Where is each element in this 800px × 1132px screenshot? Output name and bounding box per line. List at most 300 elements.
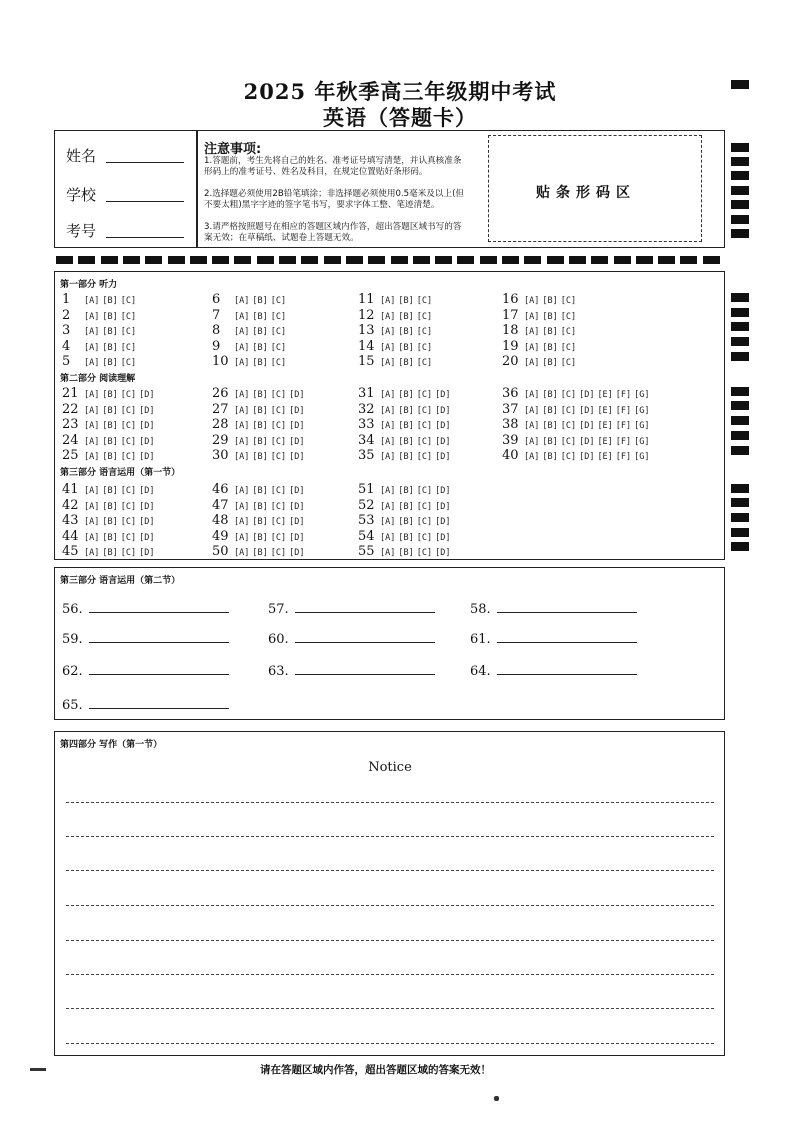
answer-bubble[interactable]: [A] xyxy=(84,327,100,337)
answer-bubble[interactable]: [B] xyxy=(252,452,268,462)
answer-bubble[interactable]: [A] xyxy=(524,390,540,400)
answer-bubble[interactable]: [A] xyxy=(84,452,100,462)
answer-bubble[interactable]: [D] xyxy=(139,390,155,400)
name-label: 姓名 xyxy=(66,147,97,165)
answer-bubble[interactable]: [C] xyxy=(270,548,287,558)
exam-no-field[interactable] xyxy=(106,236,184,238)
answer-bubble[interactable]: [B] xyxy=(252,533,268,543)
answer-bubble[interactable]: [B] xyxy=(102,486,118,496)
timing-mark xyxy=(56,256,73,264)
timing-mark xyxy=(731,513,749,522)
answer-bubble[interactable]: [B] xyxy=(252,548,268,558)
answer-bubble[interactable]: [A] xyxy=(380,502,396,512)
fill-blank-line[interactable] xyxy=(89,662,229,675)
answer-bubble[interactable]: [B] xyxy=(398,312,414,322)
answer-bubble[interactable]: [B] xyxy=(398,517,414,527)
answer-bubble[interactable]: [B] xyxy=(102,502,118,512)
question-1 xyxy=(62,288,139,307)
answer-bubble[interactable]: [C] xyxy=(120,312,137,322)
answer-bubble[interactable]: [A] xyxy=(84,486,100,496)
answer-bubble[interactable]: [D] xyxy=(289,486,305,496)
answer-bubble[interactable]: [B] xyxy=(542,421,558,431)
answer-bubble[interactable]: [D] xyxy=(289,437,305,447)
answer-bubble[interactable]: [B] xyxy=(398,390,414,400)
question-48 xyxy=(212,509,307,528)
answer-bubble[interactable]: [D] xyxy=(289,548,305,558)
answer-bubble[interactable]: [D] xyxy=(435,548,451,558)
answer-bubble[interactable]: [A] xyxy=(234,406,250,416)
writing-line[interactable] xyxy=(66,1043,714,1044)
answer-bubble[interactable]: [C] xyxy=(270,343,287,353)
answer-bubble[interactable]: [C] xyxy=(270,437,287,447)
fill-blank-line[interactable] xyxy=(497,600,637,613)
question-number: 46 xyxy=(212,482,229,497)
answer-bubble[interactable]: [D] xyxy=(435,421,451,431)
answer-bubble[interactable]: [A] xyxy=(380,452,396,462)
question-2 xyxy=(62,304,139,323)
answer-bubble[interactable]: [F] xyxy=(615,437,632,447)
answer-bubble[interactable]: [B] xyxy=(252,296,268,306)
answer-bubble[interactable]: [E] xyxy=(597,390,613,400)
answer-bubble[interactable]: [A] xyxy=(380,421,396,431)
answer-bubble[interactable]: [B] xyxy=(398,406,414,416)
answer-bubble[interactable]: [A] xyxy=(84,358,100,368)
question-7 xyxy=(212,304,289,323)
answer-bubble[interactable]: [B] xyxy=(102,533,118,543)
answer-bubble[interactable]: [D] xyxy=(579,390,595,400)
answer-bubble[interactable]: [B] xyxy=(252,343,268,353)
answer-bubble[interactable]: [C] xyxy=(120,406,137,416)
fill-blank-line[interactable] xyxy=(295,600,435,613)
answer-bubble[interactable]: [G] xyxy=(634,421,650,431)
answer-bubble[interactable]: [A] xyxy=(234,517,250,527)
answer-bubble[interactable]: [C] xyxy=(416,358,433,368)
answer-bubble[interactable]: [A] xyxy=(234,548,250,558)
fill-blank-line[interactable] xyxy=(497,630,637,643)
answer-bubble[interactable]: [A] xyxy=(84,296,100,306)
answer-bubble[interactable]: [C] xyxy=(270,406,287,416)
fill-blank-number: 60. xyxy=(268,632,289,647)
question-15 xyxy=(358,350,435,369)
answer-bubble[interactable]: [A] xyxy=(234,343,250,353)
answer-bubble[interactable]: [D] xyxy=(289,502,305,512)
answer-bubble[interactable]: [G] xyxy=(634,437,650,447)
answer-bubble[interactable]: [D] xyxy=(579,437,595,447)
answer-bubble[interactable]: [D] xyxy=(289,533,305,543)
answer-bubble[interactable]: [C] xyxy=(120,452,137,462)
answer-bubble[interactable]: [B] xyxy=(398,327,414,337)
answer-bubble[interactable]: [B] xyxy=(542,390,558,400)
question-54 xyxy=(358,525,453,544)
answer-bubble[interactable]: [B] xyxy=(252,421,268,431)
timing-mark xyxy=(731,352,749,361)
question-number: 10 xyxy=(212,354,229,369)
answer-bubble[interactable]: [B] xyxy=(102,437,118,447)
answer-bubble[interactable]: [A] xyxy=(380,437,396,447)
answer-bubble[interactable]: [A] xyxy=(524,437,540,447)
question-number: 43 xyxy=(62,513,79,528)
answer-bubble[interactable]: [D] xyxy=(579,452,595,462)
question-number: 28 xyxy=(212,417,229,432)
answer-bubble[interactable]: [B] xyxy=(252,486,268,496)
question-17 xyxy=(502,304,579,323)
answer-bubble[interactable]: [A] xyxy=(234,437,250,447)
answer-bubble[interactable]: [E] xyxy=(597,437,613,447)
question-number: 29 xyxy=(212,433,229,448)
answer-bubble[interactable]: [D] xyxy=(435,437,451,447)
writing-line[interactable] xyxy=(66,836,714,837)
answer-bubble[interactable]: [B] xyxy=(542,312,558,322)
answer-bubble[interactable]: [A] xyxy=(524,343,540,353)
answer-bubble[interactable]: [C] xyxy=(416,533,433,543)
answer-bubble[interactable]: [C] xyxy=(270,421,287,431)
answer-bubble[interactable]: [C] xyxy=(120,486,137,496)
answer-bubble[interactable]: [B] xyxy=(252,502,268,512)
answer-bubble[interactable]: [B] xyxy=(398,533,414,543)
answer-bubble[interactable]: [C] xyxy=(416,517,433,527)
timing-mark xyxy=(680,256,697,264)
answer-bubble[interactable]: [C] xyxy=(560,421,577,431)
answer-bubble[interactable]: [C] xyxy=(120,548,137,558)
answer-bubble[interactable]: [A] xyxy=(234,421,250,431)
timing-mark xyxy=(731,416,749,425)
fill-blank-line[interactable] xyxy=(295,630,435,643)
answer-bubble[interactable]: [C] xyxy=(560,437,577,447)
answer-bubble[interactable]: [D] xyxy=(435,517,451,527)
answer-bubble[interactable]: [B] xyxy=(102,452,118,462)
answer-bubble[interactable]: [C] xyxy=(560,406,577,416)
answer-bubble[interactable]: [B] xyxy=(398,296,414,306)
answer-bubble[interactable]: [C] xyxy=(416,296,433,306)
notice-title: 注意事项: xyxy=(204,142,262,157)
answer-bubble[interactable]: [E] xyxy=(597,452,613,462)
timing-mark xyxy=(731,215,749,224)
answer-bubble[interactable]: [C] xyxy=(270,517,287,527)
footer-note: 请在答题区域内作答，超出答题区域的答案无效！ xyxy=(260,1064,491,1076)
answer-bubble[interactable]: [C] xyxy=(416,437,433,447)
answer-bubble[interactable]: [A] xyxy=(84,343,100,353)
answer-bubble[interactable]: [B] xyxy=(102,327,118,337)
answer-bubble[interactable]: [B] xyxy=(542,406,558,416)
answer-bubble[interactable]: [A] xyxy=(380,533,396,543)
question-34 xyxy=(358,429,453,448)
answer-bubble[interactable]: [A] xyxy=(380,548,396,558)
answer-bubble[interactable]: [C] xyxy=(120,502,137,512)
answer-bubble[interactable]: [A] xyxy=(380,406,396,416)
answer-bubble[interactable]: [A] xyxy=(524,452,540,462)
answer-bubble[interactable]: [C] xyxy=(416,421,433,431)
answer-bubble[interactable]: [D] xyxy=(289,390,305,400)
answer-bubble[interactable]: [C] xyxy=(270,533,287,543)
fill-blank-line[interactable] xyxy=(497,662,637,675)
answer-bubble[interactable]: [B] xyxy=(398,452,414,462)
answer-bubble[interactable]: [A] xyxy=(84,548,100,558)
answer-bubble[interactable]: [C] xyxy=(416,343,433,353)
answer-bubble[interactable]: [C] xyxy=(560,343,577,353)
writing-line[interactable] xyxy=(66,1008,714,1009)
answer-bubble[interactable]: [D] xyxy=(579,406,595,416)
answer-bubble[interactable]: [B] xyxy=(398,343,414,353)
answer-bubble[interactable]: [D] xyxy=(139,533,155,543)
fill-blank-line[interactable] xyxy=(89,630,229,643)
answer-bubble[interactable]: [G] xyxy=(634,406,650,416)
answer-bubble[interactable]: [B] xyxy=(542,437,558,447)
answer-bubble[interactable]: [B] xyxy=(398,421,414,431)
answer-bubble[interactable]: [D] xyxy=(139,548,155,558)
answer-bubble[interactable]: [D] xyxy=(435,502,451,512)
answer-bubble[interactable]: [C] xyxy=(560,312,577,322)
answer-bubble[interactable]: [C] xyxy=(120,437,137,447)
timing-mark xyxy=(731,186,749,195)
fill-blank-line[interactable] xyxy=(89,696,229,709)
answer-bubble[interactable]: [A] xyxy=(380,343,396,353)
answer-bubble[interactable]: [C] xyxy=(560,327,577,337)
answer-bubble[interactable]: [A] xyxy=(524,312,540,322)
answer-bubble[interactable]: [C] xyxy=(416,486,433,496)
answer-bubble[interactable]: [A] xyxy=(234,327,250,337)
question-25 xyxy=(62,444,157,463)
answer-bubble[interactable]: [C] xyxy=(416,312,433,322)
fill-blank-line[interactable] xyxy=(89,600,229,613)
answer-bubble[interactable]: [F] xyxy=(615,406,632,416)
answer-bubble[interactable]: [C] xyxy=(120,390,137,400)
answer-bubble[interactable]: [G] xyxy=(634,390,650,400)
answer-bubble[interactable]: [C] xyxy=(270,358,287,368)
answer-bubble[interactable]: [A] xyxy=(524,406,540,416)
answer-bubble[interactable]: [A] xyxy=(84,390,100,400)
question-27 xyxy=(212,398,307,417)
answer-bubble[interactable]: [D] xyxy=(435,486,451,496)
answer-bubble[interactable]: [C] xyxy=(270,452,287,462)
answer-bubble[interactable]: [B] xyxy=(102,390,118,400)
answer-bubble[interactable]: [B] xyxy=(398,486,414,496)
answer-bubble[interactable]: [D] xyxy=(139,486,155,496)
question-9 xyxy=(212,335,289,354)
answer-bubble[interactable]: [C] xyxy=(560,452,577,462)
answer-bubble[interactable]: [A] xyxy=(524,296,540,306)
answer-bubble[interactable]: [D] xyxy=(435,390,451,400)
answer-bubble[interactable]: [A] xyxy=(380,327,396,337)
timing-mark xyxy=(101,256,118,264)
answer-bubble[interactable]: [C] xyxy=(560,296,577,306)
answer-bubble[interactable]: [A] xyxy=(234,502,250,512)
answer-bubble[interactable]: [C] xyxy=(120,358,137,368)
answer-bubble[interactable]: [D] xyxy=(139,406,155,416)
answer-bubble[interactable]: [A] xyxy=(234,312,250,322)
answer-bubble[interactable]: [C] xyxy=(416,548,433,558)
timing-mark xyxy=(731,337,749,346)
answer-bubble[interactable]: [B] xyxy=(252,437,268,447)
answer-bubble[interactable]: [A] xyxy=(524,421,540,431)
answer-bubble[interactable]: [C] xyxy=(270,312,287,322)
answer-bubble[interactable]: [C] xyxy=(560,390,577,400)
answer-bubble[interactable]: [D] xyxy=(289,421,305,431)
question-number: 24 xyxy=(62,433,79,448)
fill-blank-59 xyxy=(62,630,229,647)
answer-bubble[interactable]: [A] xyxy=(234,452,250,462)
question-number: 6 xyxy=(212,292,221,307)
answer-bubble[interactable]: [C] xyxy=(416,452,433,462)
answer-bubble[interactable]: [G] xyxy=(634,452,650,462)
answer-bubble[interactable]: [B] xyxy=(102,406,118,416)
answer-bubble[interactable]: [B] xyxy=(102,312,118,322)
answer-bubble[interactable]: [C] xyxy=(416,390,433,400)
answer-bubble[interactable]: [C] xyxy=(416,502,433,512)
question-38 xyxy=(502,413,653,432)
writing-line[interactable] xyxy=(66,905,714,906)
answer-bubble[interactable]: [C] xyxy=(120,327,137,337)
question-22 xyxy=(62,398,157,417)
answer-bubble[interactable]: [A] xyxy=(234,486,250,496)
answer-bubble[interactable]: [E] xyxy=(597,406,613,416)
answer-bubble[interactable]: [C] xyxy=(560,358,577,368)
answer-bubble[interactable]: [B] xyxy=(398,548,414,558)
answer-bubble[interactable]: [C] xyxy=(416,327,433,337)
timing-mark xyxy=(368,256,385,264)
answer-bubble[interactable]: [C] xyxy=(120,296,137,306)
answer-bubble[interactable]: [A] xyxy=(84,312,100,322)
answer-bubble[interactable]: [A] xyxy=(234,296,250,306)
answer-bubble[interactable]: [D] xyxy=(139,517,155,527)
fill-blank-line[interactable] xyxy=(295,662,435,675)
timing-mark xyxy=(480,256,497,264)
notice-item-3: 3.请严格按照题号在相应的答题区域内作答，超出答题区域书写的答案无效；在草稿纸、试题卷上答题无效。 xyxy=(204,222,462,243)
answer-bubble[interactable]: [B] xyxy=(252,358,268,368)
answer-bubble[interactable]: [B] xyxy=(542,296,558,306)
answer-bubble[interactable]: [B] xyxy=(252,406,268,416)
answer-bubble[interactable]: [B] xyxy=(102,358,118,368)
fill-blank-61 xyxy=(470,630,637,647)
answer-bubble[interactable]: [A] xyxy=(524,358,540,368)
answer-bubble[interactable]: [A] xyxy=(380,296,396,306)
answer-bubble[interactable]: [C] xyxy=(120,343,137,353)
answer-bubble[interactable]: [C] xyxy=(120,421,137,431)
question-35 xyxy=(358,444,453,463)
answer-bubble[interactable]: [B] xyxy=(398,437,414,447)
answer-bubble[interactable]: [A] xyxy=(234,358,250,368)
question-number: 54 xyxy=(358,529,375,544)
question-number: 35 xyxy=(358,448,375,463)
scan-speck xyxy=(30,1068,46,1071)
answer-bubble[interactable]: [B] xyxy=(542,343,558,353)
answer-bubble[interactable]: [A] xyxy=(380,312,396,322)
answer-bubble[interactable]: [B] xyxy=(102,296,118,306)
answer-bubble[interactable]: [C] xyxy=(270,390,287,400)
answer-bubble[interactable]: [B] xyxy=(252,390,268,400)
answer-bubble[interactable]: [A] xyxy=(380,390,396,400)
question-number: 4 xyxy=(62,339,71,354)
writing-line[interactable] xyxy=(66,870,714,871)
answer-bubble[interactable]: [A] xyxy=(380,358,396,368)
answer-bubble[interactable]: [B] xyxy=(252,517,268,527)
answer-bubble[interactable]: [B] xyxy=(102,343,118,353)
answer-bubble[interactable]: [D] xyxy=(289,406,305,416)
answer-bubble[interactable]: [E] xyxy=(597,421,613,431)
timing-mark xyxy=(324,256,341,264)
answer-bubble[interactable]: [C] xyxy=(270,296,287,306)
answer-bubble[interactable]: [C] xyxy=(120,517,137,527)
answer-bubble[interactable]: [A] xyxy=(524,327,540,337)
question-37 xyxy=(502,398,653,417)
answer-bubble[interactable]: [D] xyxy=(435,533,451,543)
answer-bubble[interactable]: [B] xyxy=(252,327,268,337)
answer-bubble[interactable]: [B] xyxy=(398,502,414,512)
answer-bubble[interactable]: [A] xyxy=(234,533,250,543)
scan-speck xyxy=(494,1096,499,1101)
answer-bubble[interactable]: [C] xyxy=(416,406,433,416)
answer-bubble[interactable]: [C] xyxy=(120,533,137,543)
answer-bubble[interactable]: [B] xyxy=(542,327,558,337)
answer-bubble[interactable]: [B] xyxy=(102,517,118,527)
answer-bubble[interactable]: [D] xyxy=(139,437,155,447)
timing-mark xyxy=(731,498,749,507)
fill-blank-number: 63. xyxy=(268,664,289,679)
answer-bubble[interactable]: [C] xyxy=(270,486,287,496)
school-field[interactable] xyxy=(106,200,184,202)
question-number: 36 xyxy=(502,386,519,401)
answer-bubble[interactable]: [A] xyxy=(380,486,396,496)
answer-bubble[interactable]: [C] xyxy=(270,502,287,512)
timing-mark xyxy=(731,308,749,317)
answer-bubble[interactable]: [D] xyxy=(139,452,155,462)
timing-mark xyxy=(346,256,363,264)
answer-bubble[interactable]: [A] xyxy=(84,421,100,431)
answer-bubble[interactable]: [C] xyxy=(270,327,287,337)
notice-item-1: 1.答题前，考生先将自己的姓名、准考证号填写清楚，并认真核准条形码上的准考证号、姓名及科目，在规定位置贴好条形码。 xyxy=(204,156,462,177)
answer-bubble[interactable]: [A] xyxy=(84,437,100,447)
answer-bubble[interactable]: [F] xyxy=(615,390,632,400)
fill-blank-60 xyxy=(268,630,435,647)
answer-bubble[interactable]: [A] xyxy=(84,517,100,527)
answer-bubble[interactable]: [D] xyxy=(435,452,451,462)
answer-bubble[interactable]: [D] xyxy=(139,421,155,431)
answer-bubble[interactable]: [A] xyxy=(234,390,250,400)
answer-bubble[interactable]: [D] xyxy=(139,502,155,512)
timing-mark xyxy=(413,256,430,264)
question-number: 19 xyxy=(502,339,519,354)
answer-bubble[interactable]: [F] xyxy=(615,452,632,462)
fill-blank-56 xyxy=(62,600,229,617)
answer-bubble[interactable]: [B] xyxy=(102,548,118,558)
answer-bubble[interactable]: [D] xyxy=(289,452,305,462)
answer-bubble[interactable]: [A] xyxy=(84,533,100,543)
answer-bubble[interactable]: [B] xyxy=(102,421,118,431)
answer-bubble[interactable]: [B] xyxy=(398,358,414,368)
question-number: 44 xyxy=(62,529,79,544)
answer-bubble[interactable]: [F] xyxy=(615,421,632,431)
timing-mark xyxy=(731,293,749,302)
answer-bubble[interactable]: [A] xyxy=(84,502,100,512)
answer-bubble[interactable]: [B] xyxy=(252,312,268,322)
fill-blank-57 xyxy=(268,600,435,617)
answer-bubble[interactable]: [B] xyxy=(542,358,558,368)
question-number: 34 xyxy=(358,433,375,448)
answer-bubble[interactable]: [D] xyxy=(579,421,595,431)
answer-bubble[interactable]: [A] xyxy=(380,517,396,527)
writing-line[interactable] xyxy=(66,940,714,941)
name-field[interactable] xyxy=(106,161,184,163)
answer-bubble[interactable]: [B] xyxy=(542,452,558,462)
writing-line[interactable] xyxy=(66,974,714,975)
answer-bubble[interactable]: [D] xyxy=(289,517,305,527)
timing-mark xyxy=(731,157,749,166)
fill-blank-63 xyxy=(268,662,435,679)
question-40 xyxy=(502,444,653,463)
answer-bubble[interactable]: [A] xyxy=(84,406,100,416)
answer-bubble[interactable]: [D] xyxy=(435,406,451,416)
info-divider xyxy=(196,130,198,248)
writing-line[interactable] xyxy=(66,802,714,803)
